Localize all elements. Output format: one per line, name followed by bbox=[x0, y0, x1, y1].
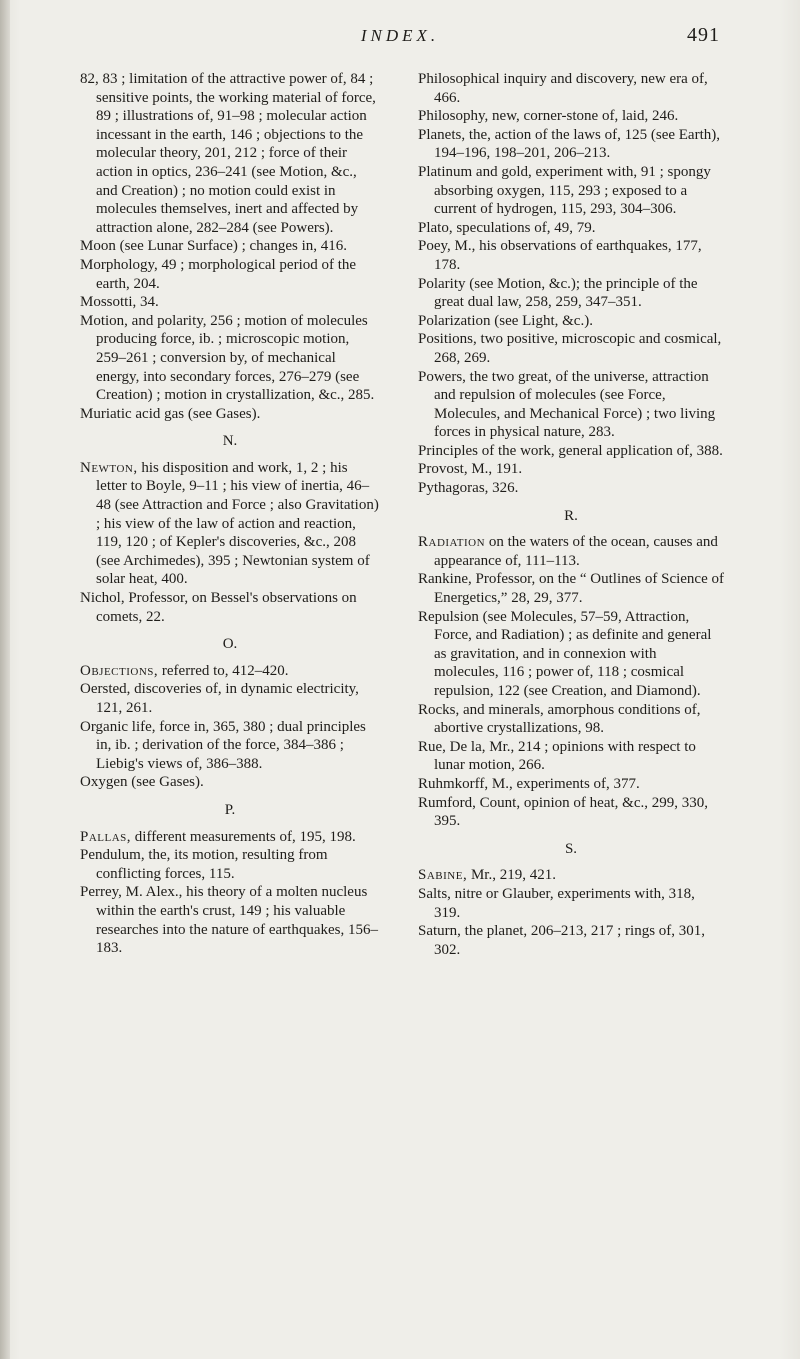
index-entry-text: 82, 83 ; limitation of the attractive power of, 84 ; sensitive points, the working material of force, 89 ; illustrations of, 91–98 ; molecular action incessant in the earth, 146 ; objections to the molecular theory, 201, 212 ; force of their action in optics, 236–241 (see Motion, &c., and Creation) ; no motion could exist in molecules themselves, inert and affected by attraction alone, 282–284 (see Powers). bbox=[80, 71, 376, 236]
section-letter: R. bbox=[564, 507, 578, 524]
index-entry-text: Perrey, M. Alex., his theory of a molten nucleus within the earth's crust, 149 ; his valuable researches into the nature of earthquakes, 156–183. bbox=[80, 884, 378, 957]
index-entry-head: Pallas, bbox=[80, 828, 132, 845]
index-entry-text: Rocks, and minerals, amorphous conditions of, abortive crystallizations, 98. bbox=[418, 701, 701, 737]
index-entry-text: Rue, De la, Mr., 214 ; opinions with respect to lunar motion, 266. bbox=[418, 738, 696, 774]
index-entry-text: Positions, two positive, microscopic and cosmical, 268, 269. bbox=[418, 331, 722, 366]
index-entry bbox=[418, 442, 724, 461]
index-entry-text: Polarity (see Motion, &c.); the principle of the great dual law, 258, 259, 347–351. bbox=[418, 275, 698, 311]
index-entry-text: Mossotti, 34. bbox=[80, 294, 159, 311]
index-entry bbox=[418, 460, 724, 479]
index-entry bbox=[80, 70, 380, 237]
index-entry-text: different measurements of, 195, 198. bbox=[131, 828, 356, 845]
index-entry bbox=[418, 885, 724, 922]
index-entry bbox=[80, 773, 380, 792]
index-entry-text: Salts, nitre or Glauber, experiments with, 318, 319. bbox=[418, 885, 695, 921]
index-entry bbox=[418, 312, 724, 331]
index-entry bbox=[418, 126, 724, 163]
index-entry-text: his disposition and work, 1, 2 ; his letter to Boyle, 9–11 ; his view of inertia, 46–48 (see Attraction and Force ; also Gravitation) ; his view of the law of action and reaction, 119, 120 ; of Kepler's discoveries, &c., 208 (see Archimedes), 395 ; Newtonian system of solar heat, 400. bbox=[96, 459, 379, 588]
index-entry-text: Poey, M., his observations of earthquakes, 177, 178. bbox=[418, 238, 702, 273]
section-letter: P. bbox=[224, 801, 236, 818]
index-entry bbox=[80, 846, 380, 883]
index-entry bbox=[80, 718, 380, 774]
index-entry-text: Philosophical inquiry and discovery, new era of, 466. bbox=[418, 71, 708, 106]
index-entry-head: Newton, bbox=[80, 459, 138, 476]
index-entry bbox=[418, 922, 724, 959]
index-column-right bbox=[418, 70, 724, 959]
index-entry bbox=[418, 163, 724, 219]
index-entry bbox=[418, 107, 724, 126]
page-number: 491 bbox=[687, 24, 720, 46]
section-letter: O. bbox=[222, 636, 238, 653]
index-entry-text: Oxygen (see Gases). bbox=[80, 774, 204, 791]
index-entry-text: Oersted, discoveries of, in dynamic electricity, 121, 261. bbox=[80, 681, 359, 716]
index-entry-text: Provost, M., 191. bbox=[418, 461, 523, 478]
index-entry bbox=[80, 459, 380, 589]
index-entry bbox=[80, 828, 380, 847]
index-entry bbox=[418, 608, 724, 701]
index-entry bbox=[418, 219, 724, 238]
index-entry-text: Philosophy, new, corner-stone of, laid, 246. bbox=[418, 108, 679, 125]
index-entry-text: Motion, and polarity, 256 ; motion of molecules producing force, ib. ; microscopic motion, 259–261 ; conversion by, of mechanical energy, into secondary forces, 276–279 (see Creation) ; motion in crystallization, &c., 285. bbox=[80, 312, 375, 404]
section-letter: S. bbox=[564, 840, 578, 857]
index-entry bbox=[80, 662, 380, 681]
index-entry-text: Pythagoras, 326. bbox=[418, 480, 519, 497]
index-entry bbox=[418, 866, 724, 885]
index-entry bbox=[418, 794, 724, 831]
index-entry-text: on the waters of the ocean, causes and appearance of, 111–113. bbox=[434, 534, 718, 569]
index-entry bbox=[418, 368, 724, 442]
index-entry bbox=[418, 70, 724, 107]
index-entry bbox=[80, 293, 380, 312]
index-entry bbox=[418, 570, 724, 607]
index-entry-text: Nichol, Professor, on Bessel's observations on comets, 22. bbox=[80, 590, 357, 625]
index-entry-text: Organic life, force in, 365, 380 ; dual principles in, ib. ; derivation of the force, 384–386 ; Liebig's views of, 386–388. bbox=[80, 718, 366, 772]
index-entry-head: Objections, bbox=[80, 662, 159, 679]
index-column-left bbox=[80, 70, 380, 958]
index-entry bbox=[80, 589, 380, 626]
index-entry-text: Pendulum, the, its motion, resulting from conflicting forces, 115. bbox=[80, 847, 328, 882]
index-entry bbox=[418, 275, 724, 312]
index-entry-text: Muriatic acid gas (see Gases). bbox=[80, 405, 261, 422]
index-entry-text: Ruhmkorff, M., experiments of, 377. bbox=[418, 775, 640, 792]
index-entry-head: Radiation bbox=[418, 534, 486, 551]
index-entry bbox=[418, 237, 724, 274]
index-entry bbox=[80, 883, 380, 957]
index-entry-text: Morphology, 49 ; morphological period of the earth, 204. bbox=[80, 256, 357, 292]
index-entry-text: Polarization (see Light, &c.). bbox=[418, 312, 593, 329]
index-entry-text: Repulsion (see Molecules, 57–59, Attraction, Force, and Radiation) ; as definite and general as gravitation, and in connexion with molecules, 116 ; power of, 118 ; cosmical repulsion, 122 (see Creation, and Diamond). bbox=[418, 608, 712, 699]
index-entry bbox=[418, 479, 724, 498]
index-entry-text: Plato, speculations of, 49, 79. bbox=[418, 219, 596, 236]
index-entry bbox=[80, 312, 380, 405]
index-entry-text: Principles of the work, general application of, 388. bbox=[418, 442, 723, 459]
index-entry-text: Mr., 219, 421. bbox=[467, 867, 556, 884]
section-letter: N. bbox=[222, 433, 238, 450]
running-head bbox=[80, 24, 720, 50]
index-entry bbox=[80, 680, 380, 717]
index-entry-text: Planets, the, action of the laws of, 125 (see Earth), 194–196, 198–201, 206–213. bbox=[418, 126, 720, 162]
index-entry-head: Sabine, bbox=[418, 867, 468, 884]
index-entry bbox=[418, 701, 724, 738]
index-entry bbox=[418, 330, 724, 367]
index-entry bbox=[418, 775, 724, 794]
index-entry-text: Rankine, Professor, on the “ Outlines of Science of Energetics,” 28, 29, 377. bbox=[418, 571, 724, 607]
index-entry-text: Platinum and gold, experiment with, 91 ; spongy absorbing oxygen, 115, 293 ; exposed to a current of hydrogen, 115, 293, 304–306. bbox=[418, 163, 711, 218]
index-entry-text: Saturn, the planet, 206–213, 217 ; rings of, 301, 302. bbox=[418, 923, 706, 958]
page-gutter-shadow bbox=[0, 0, 10, 1359]
index-entry-text: referred to, 412–420. bbox=[158, 662, 289, 679]
index-entry-text: Moon (see Lunar Surface) ; changes in, 416. bbox=[80, 238, 347, 255]
index-entry bbox=[80, 237, 380, 256]
index-entry-text: Rumford, Count, opinion of heat, &c., 299, 330, 395. bbox=[418, 794, 708, 830]
index-entry bbox=[80, 405, 380, 424]
index-entry bbox=[418, 738, 724, 775]
index-entry bbox=[80, 256, 380, 293]
running-title: INDEX. bbox=[360, 26, 440, 45]
index-entry-text: Powers, the two great, of the universe, attraction and repulsion of molecules (see Force, Molecules, and Mechanical Force) ; two living forces in physical nature, 283. bbox=[418, 368, 716, 441]
index-entry bbox=[418, 533, 724, 570]
